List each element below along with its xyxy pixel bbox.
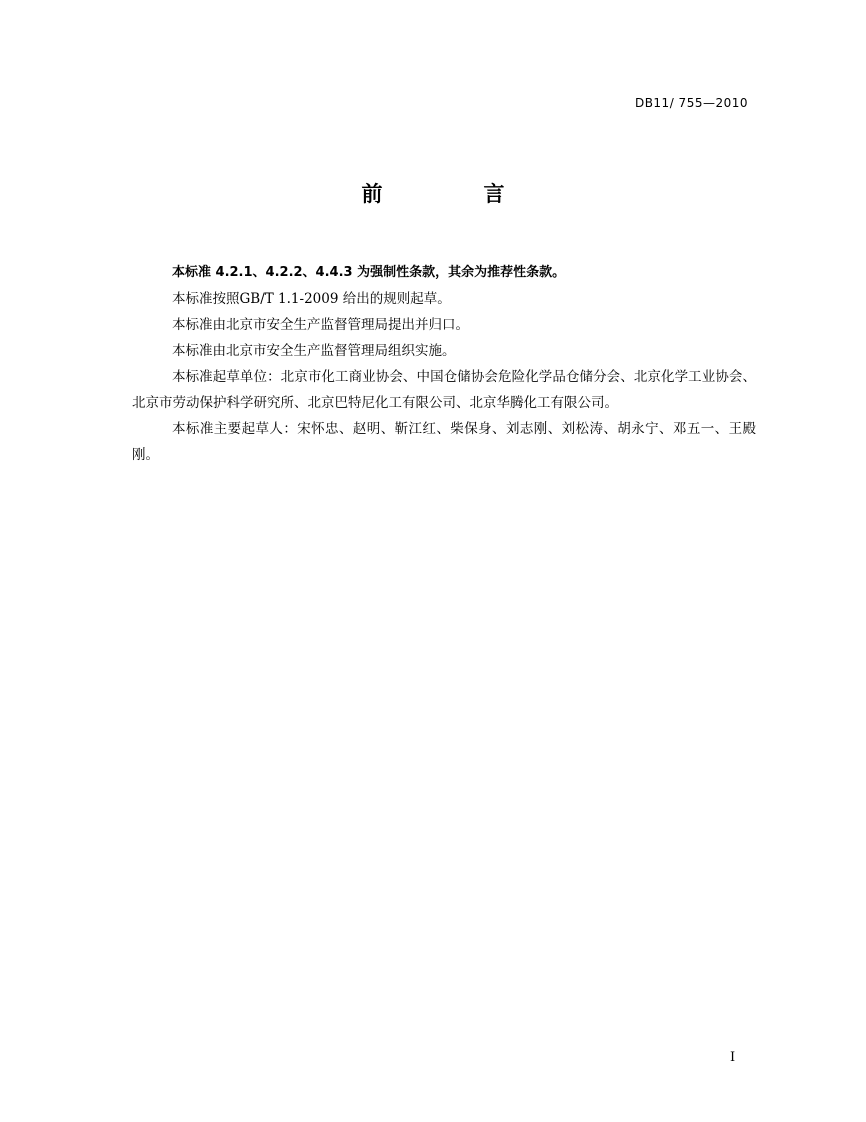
implementer-paragraph: 本标准由北京市安全生产监督管理局组织实施。	[172, 343, 456, 359]
mandatory-clauses-paragraph: 本标准 4.2.1、4.2.2、4.4.3 为强制性条款，其余为推荐性条款。	[172, 265, 566, 280]
page-title: 前 言	[361, 182, 545, 206]
page-number: I	[730, 1050, 736, 1065]
drafting-units-paragraph: 本标准起草单位：北京市化工商业协会、中国仓储协会危险化学品仓储分会、北京化学工业协会、北京市劳动保护科学研究所、北京巴特尼化工有限公司、北京华腾化工有限公司。	[132, 369, 756, 411]
standard-code: DB11/ 755—2010	[634, 96, 748, 110]
foreword-body	[132, 260, 756, 468]
drafting-rules-paragraph: 本标准按照GB/T 1.1-2009 给出的规则起草。	[172, 291, 451, 307]
proposer-paragraph: 本标准由北京市安全生产监督管理局提出并归口。	[172, 317, 469, 333]
drafters-paragraph: 本标准主要起草人：宋怀忠、赵明、靳江红、柴保身、刘志刚、刘松涛、胡永宁、邓五一、王殿刚。	[132, 421, 756, 463]
